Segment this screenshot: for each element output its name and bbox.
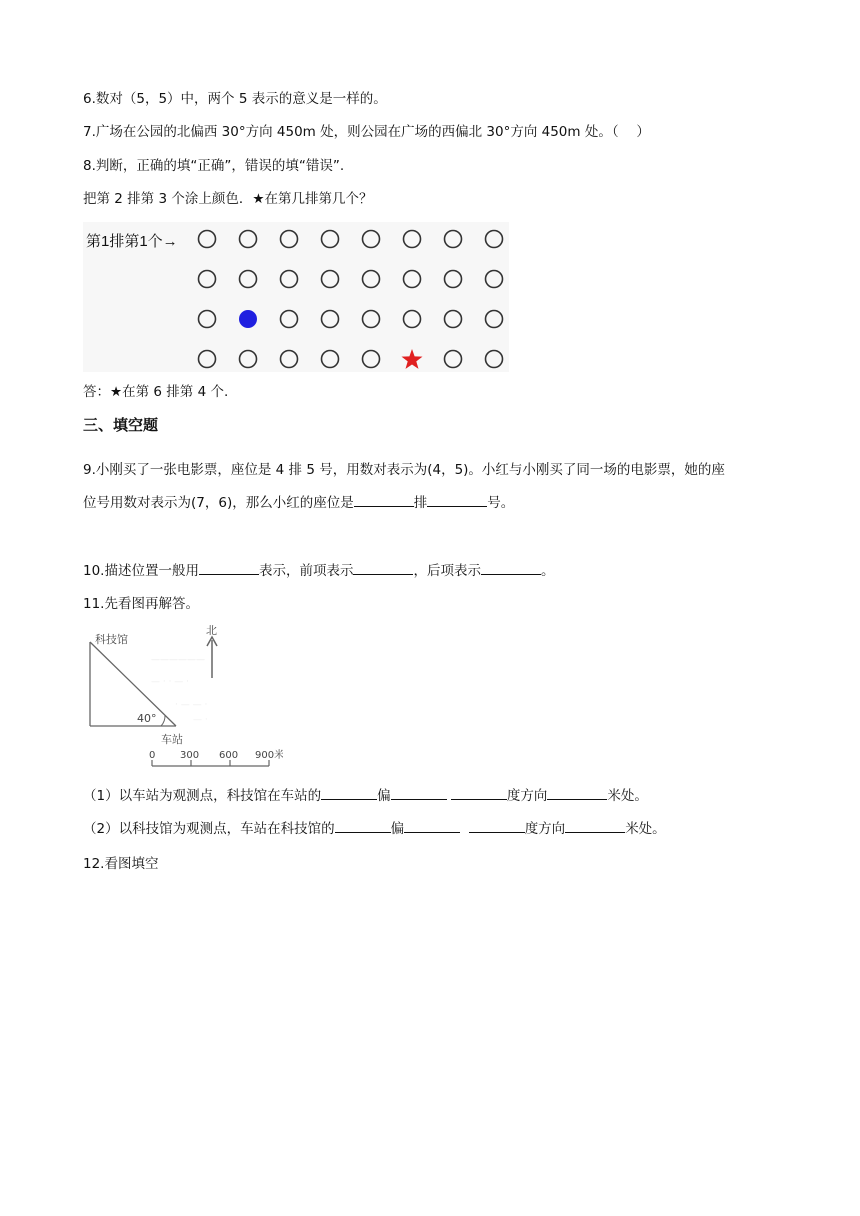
seat-circle xyxy=(281,231,298,248)
q11-2-text-d: 米处。 xyxy=(625,821,666,837)
scale-label-600: 600 xyxy=(219,750,239,761)
scale-label-900: 900米 xyxy=(255,750,283,761)
seat-circle xyxy=(404,271,421,288)
question-9-line2 xyxy=(83,494,514,512)
seat-circle xyxy=(199,311,216,328)
q11-2-blank-direction1[interactable] xyxy=(335,820,391,833)
question-10 xyxy=(83,562,554,580)
q10-blank-1[interactable] xyxy=(199,562,259,575)
q9-row-blank[interactable] xyxy=(354,494,414,507)
q9-text-b: 排 xyxy=(413,495,428,511)
faint-text-3: · — — · xyxy=(175,700,208,710)
q11-2-text-c: 度方向 xyxy=(524,821,566,837)
question-11-part1 xyxy=(83,787,648,805)
north-label: 北 xyxy=(206,624,217,637)
question-7: 7.广场在公园的北偏西 30°方向 450m 处，则公园在广场的西偏北 30°方向 450m 处。（ ） xyxy=(83,124,650,140)
q10-blank-3[interactable] xyxy=(481,562,541,575)
seat-grid xyxy=(83,222,509,372)
q11-1-text-d: 米处。 xyxy=(607,788,648,804)
seat-circle xyxy=(404,311,421,328)
seat-circle xyxy=(486,231,503,248)
seat-circle xyxy=(199,231,216,248)
seat-circle xyxy=(363,231,380,248)
star-icon xyxy=(402,349,423,369)
question-8: 8.判断，正确的填“正确”，错误的填“错误”. xyxy=(83,158,345,174)
angle-label: 40° xyxy=(137,712,157,725)
filled-seat-circle xyxy=(239,310,257,328)
question-8-answer: 答：★在第 6 排第 4 个. xyxy=(83,384,229,400)
seat-circle xyxy=(281,271,298,288)
faint-text-4: — · xyxy=(193,715,208,725)
scale-label-300: 300 xyxy=(180,750,200,761)
q9-seat-blank[interactable] xyxy=(427,494,487,507)
seat-circle xyxy=(445,231,462,248)
q11-2-blank-distance[interactable] xyxy=(565,820,625,833)
grid-row-label: 第1排第1个→ xyxy=(86,233,178,250)
seat-circle xyxy=(445,271,462,288)
q11-1-blank-direction2[interactable] xyxy=(391,787,447,800)
seat-circle xyxy=(199,351,216,368)
q11-1-text-c: 度方向 xyxy=(506,788,548,804)
seat-circle xyxy=(322,271,339,288)
q9-text-a: 位号用数对表示为(7，6)，那么小红的座位是 xyxy=(83,495,354,511)
seat-circle xyxy=(363,311,380,328)
seat-grid-figure xyxy=(83,222,509,372)
question-11-part2 xyxy=(83,820,666,838)
q11-1-blank-degree[interactable] xyxy=(451,787,507,800)
question-12: 12.看图填空 xyxy=(83,856,159,872)
q11-1-text-a: （1）以车站为观测点，科技馆在车站的 xyxy=(83,788,322,804)
seat-circle xyxy=(445,351,462,368)
direction-map-figure xyxy=(83,622,283,772)
q11-1-blank-direction1[interactable] xyxy=(321,787,377,800)
q10-text-c: ，后项表示 xyxy=(413,563,481,579)
faint-text-2: — · · — · xyxy=(151,677,190,687)
q11-2-blank-degree[interactable] xyxy=(469,820,525,833)
question-9-line1: 9.小刚买了一张电影票，座位是 4 排 5 号，用数对表示为(4，5)。小红与小刚买了同一场的电影票，她的座 xyxy=(83,462,725,478)
seat-circle xyxy=(486,351,503,368)
faint-text-1: —————— xyxy=(151,655,205,665)
place-label: 科技馆 xyxy=(95,633,128,646)
angle-arc xyxy=(161,715,165,726)
q11-1-text-b: 偏 xyxy=(377,788,391,804)
seat-circle xyxy=(363,351,380,368)
seat-circle xyxy=(404,231,421,248)
q11-2-text-b: 偏 xyxy=(390,821,405,837)
seat-circle xyxy=(486,311,503,328)
q10-text-a: 10.描述位置一般用 xyxy=(83,563,199,579)
seat-circle xyxy=(281,311,298,328)
q10-text-b: 表示，前项表示 xyxy=(258,563,354,579)
seat-circle xyxy=(322,311,339,328)
q11-2-blank-direction2[interactable] xyxy=(404,820,460,833)
seat-circle xyxy=(199,271,216,288)
direction-map xyxy=(83,622,283,772)
question-11: 11.先看图再解答。 xyxy=(83,596,199,612)
station-label: 车站 xyxy=(161,733,183,746)
q11-1-blank-distance[interactable] xyxy=(547,787,607,800)
section-title-fill-in: 三、填空题 xyxy=(83,416,159,434)
seat-circle xyxy=(486,271,503,288)
seat-circle xyxy=(240,231,257,248)
q11-2-text-a: （2）以科技馆为观测点，车站在科技馆的 xyxy=(83,821,335,837)
seat-circle xyxy=(240,271,257,288)
seat-circle xyxy=(322,231,339,248)
question-8-prompt: 把第 2 排第 3 个涂上颜色．★在第几排第几个？ xyxy=(83,191,373,207)
question-6: 6.数对（5，5）中，两个 5 表示的意义是一样的。 xyxy=(83,91,387,107)
q10-blank-2[interactable] xyxy=(353,562,413,575)
seat-circle xyxy=(445,311,462,328)
q9-text-c: 号。 xyxy=(487,495,515,511)
seat-circle xyxy=(240,351,257,368)
q10-text-d: 。 xyxy=(540,563,555,579)
scale-label-0: 0 xyxy=(149,750,156,761)
seat-circle xyxy=(281,351,298,368)
seat-circle xyxy=(322,351,339,368)
seat-circle xyxy=(363,271,380,288)
